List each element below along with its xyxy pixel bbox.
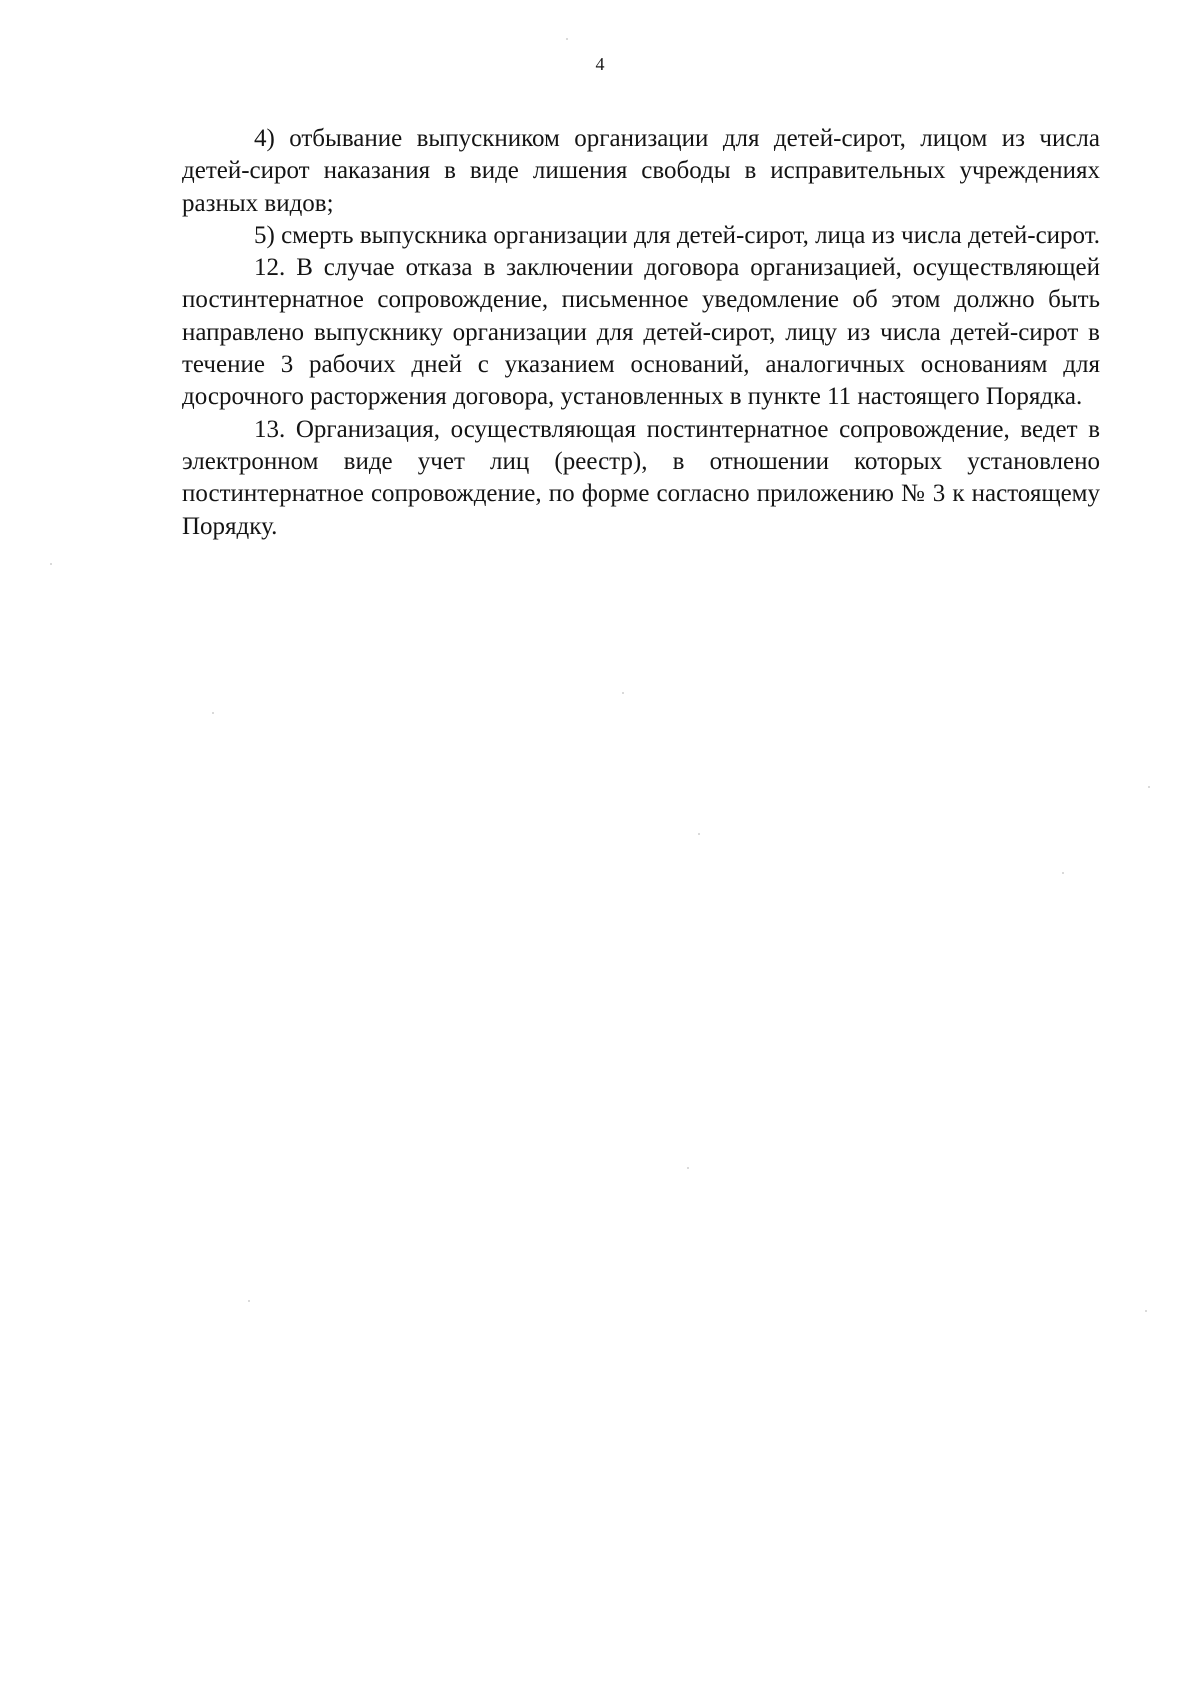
scan-speck [1145,1310,1147,1312]
scan-speck [687,1167,689,1169]
scan-speck [566,38,568,40]
paragraph-clause-13: 13. Организация, осуществляющая постинтернатное сопровождение, ведет в электронном виде учет лиц (реестр), в отношении которых установлено постинтернатное сопровождение, по форме согласно приложению № 3 к настоящему Порядку. [182,415,1100,540]
document-body [182,123,1100,543]
scan-speck [698,833,700,835]
scan-speck [248,1300,250,1302]
scan-speck [1062,872,1064,874]
scan-speck [622,692,624,694]
paragraph-clause-12: 12. В случае отказа в заключении договора организацией, осуществляющей постинтернатное сопровождение, письменное уведомление об этом должно быть направлено выпускнику организации для детей-сирот, лицу из числа детей-сирот в течение 3 рабочих дней с указанием оснований, аналогичных основаниям для досрочного расторжения договора, установленных в пункте 11 настоящего Порядка. [182,254,1100,411]
paragraph-item-4: 4) отбывание выпускником организации для детей-сирот, лицом из числа детей-сирот наказания в виде лишения свободы в исправительных учреждениях разных видов; [182,125,1100,217]
page-number: 4 [595,54,605,74]
scan-speck [50,563,52,565]
scan-speck [212,712,214,714]
scan-speck [1148,786,1150,788]
paragraph-item-5: 5) смерть выпускника организации для детей-сирот, лица из числа детей-сирот. [254,221,1101,249]
